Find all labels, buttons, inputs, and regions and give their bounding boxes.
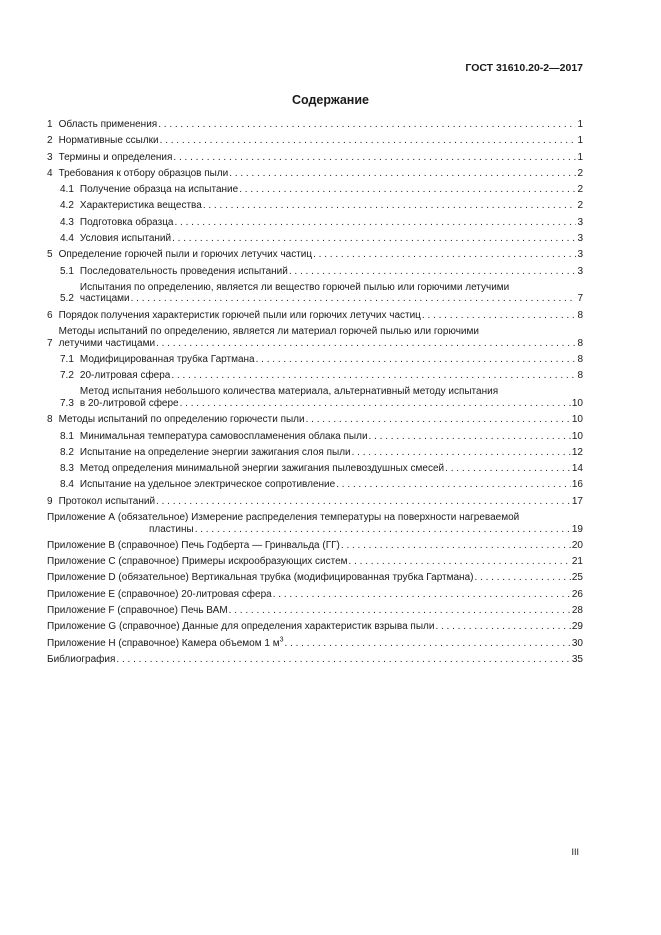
toc-entry-number: 1 <box>47 119 53 130</box>
toc-entry-title-text: Требования к отбору образцов пыли <box>58 167 229 179</box>
toc-entry-title <box>80 266 288 278</box>
toc-entry-page: 2 <box>577 200 583 212</box>
toc-entry[interactable] <box>47 354 583 366</box>
toc-entry-page: 30 <box>571 637 583 649</box>
toc-entry[interactable] <box>47 431 583 443</box>
toc-entry-page: 3 <box>577 216 583 228</box>
toc-entry-title <box>59 168 229 180</box>
dot-leader <box>445 463 571 475</box>
toc-entry-number: 7.1 <box>60 353 74 365</box>
toc-entry-page: 14 <box>571 463 583 475</box>
toc-entry-title-continuation: частицами <box>79 293 130 305</box>
dot-leader <box>180 398 571 410</box>
toc-entry-title-text: Библиография <box>47 653 116 665</box>
toc-entry-title <box>47 589 272 601</box>
toc-entry[interactable] <box>47 266 583 278</box>
toc-entry-title-text: Минимальная температура самовоспламенения облака пыли <box>79 430 368 442</box>
toc-entry-title <box>47 638 284 650</box>
toc-entry[interactable] <box>47 479 583 491</box>
toc-entry-page: 8 <box>577 309 583 321</box>
toc-entry-title-text: Методы испытаний по определению горючести пыли <box>58 414 305 426</box>
dot-leader <box>175 217 577 229</box>
dot-leader <box>369 431 571 443</box>
toc-entry-page: 26 <box>571 588 583 600</box>
dot-leader <box>173 152 576 164</box>
toc-entry-title-text: Приложение Е (справочное) 20-литровая сфера <box>47 588 272 600</box>
toc-entry-title <box>80 184 238 196</box>
toc-entry-number: 4.4 <box>60 233 74 245</box>
dot-leader <box>116 654 570 666</box>
toc-entry[interactable] <box>47 135 583 147</box>
page-title: Содержание <box>291 93 369 107</box>
toc-entry-number: 6 <box>47 309 53 321</box>
toc-entry-number: 8.2 <box>60 446 74 458</box>
toc-entry-page: 19 <box>571 523 583 535</box>
table-of-contents <box>47 119 583 670</box>
toc-entry-number: 7.3 <box>60 397 74 409</box>
toc-entry-title-text: Модифицированная трубка Гартмана <box>79 353 255 365</box>
toc-entry[interactable] <box>47 200 583 212</box>
dot-leader <box>289 266 577 278</box>
toc-entry-title: Приложение А (обязательное) Измерение распределения температуры на поверхности нагреваемой <box>47 512 520 524</box>
toc-entry-title <box>47 605 228 617</box>
dot-leader <box>156 496 571 508</box>
dot-leader <box>239 184 576 196</box>
dot-leader <box>203 200 577 212</box>
toc-entry-page: 17 <box>571 495 583 507</box>
dot-leader <box>306 414 571 426</box>
dot-leader <box>195 524 571 536</box>
toc-entry-number: 4.2 <box>60 200 74 212</box>
toc-entry[interactable] <box>47 512 583 535</box>
toc-entry-title-text: Приложение D (обязательное) Вертикальная трубка (модифицированная трубка Гартмана) <box>47 572 474 584</box>
toc-entry-title <box>80 354 255 366</box>
toc-entry-page: 35 <box>571 653 583 665</box>
toc-entry-title <box>47 556 348 568</box>
toc-entry-page: 29 <box>571 621 583 633</box>
dot-leader <box>229 168 576 180</box>
toc-entry-title-text: Испытание на определение энергии зажигания слоя пыли <box>79 446 351 458</box>
toc-entry-number: 7 <box>47 337 53 349</box>
dot-leader <box>156 338 576 350</box>
toc-entry-title-text: Приложение F (справочное) Печь ВАМ <box>47 605 228 617</box>
dot-leader <box>131 293 577 305</box>
toc-entry-title-text: Приложение В (справочное) Печь Годберта — Гринвальда (ГГ) <box>47 539 340 551</box>
toc-entry-page: 16 <box>571 479 583 491</box>
toc-entry-page: 1 <box>577 135 583 147</box>
toc-entry-page: 25 <box>571 572 583 584</box>
toc-entry-title <box>59 135 159 147</box>
toc-entry-title <box>59 414 305 426</box>
toc-entry-page: 3 <box>577 265 583 277</box>
toc-entry-number: 5.1 <box>60 265 74 277</box>
toc-entry-title-continuation: в 20-литровой сфере <box>79 397 179 409</box>
dot-leader <box>172 233 576 245</box>
toc-entry-page: 2 <box>577 167 583 179</box>
toc-entry[interactable] <box>47 282 583 305</box>
toc-entry-title <box>47 540 340 552</box>
toc-entry-page: 1 <box>577 119 583 130</box>
toc-entry[interactable] <box>47 370 583 382</box>
toc-entry-title-text: Условия испытаний <box>79 233 172 245</box>
toc-entry[interactable] <box>47 540 583 552</box>
toc-entry-title <box>80 479 335 491</box>
dot-leader <box>341 540 571 552</box>
toc-entry[interactable] <box>47 638 583 650</box>
toc-entry-number: 4 <box>47 167 53 179</box>
superscript: 3 <box>279 636 284 644</box>
dot-leader <box>171 370 576 382</box>
toc-entry-title <box>59 496 155 508</box>
toc-entry-number: 4.1 <box>60 184 74 196</box>
dot-leader <box>352 447 571 459</box>
toc-entry-number: 4.3 <box>60 216 74 228</box>
toc-entry-page: 8 <box>577 337 583 349</box>
dot-leader <box>158 119 576 131</box>
toc-entry[interactable] <box>47 605 583 617</box>
page-number: III <box>571 847 579 857</box>
toc-entry-title <box>80 431 368 443</box>
toc-entry-title-text: Приложение Н (справочное) Камера объемом 1 м <box>47 637 280 649</box>
toc-entry[interactable] <box>47 326 583 349</box>
toc-entry[interactable] <box>47 386 583 409</box>
toc-entry-title-text: 20-литровая сфера <box>79 370 171 382</box>
toc-entry-number: 5.2 <box>60 293 74 305</box>
toc-entry[interactable] <box>47 589 583 601</box>
toc-entry-title-continuation: летучими частицами <box>58 337 156 349</box>
toc-entry-title <box>80 370 170 382</box>
toc-entry-title-text: Получение образца на испытание <box>79 184 239 196</box>
toc-entry[interactable] <box>47 168 583 180</box>
toc-entry-title <box>80 463 444 475</box>
toc-entry-title-text: Последовательность проведения испытаний <box>79 265 288 277</box>
toc-entry[interactable] <box>47 496 583 508</box>
toc-entry-title-text: Протокол испытаний <box>58 495 156 507</box>
dot-leader <box>422 310 577 322</box>
toc-entry[interactable] <box>47 184 583 196</box>
toc-entry-title <box>59 119 158 131</box>
toc-entry-page: 1 <box>577 151 583 163</box>
toc-entry-title <box>47 572 473 584</box>
toc-entry-title: Метод испытания небольшого количества материала, альтернативный методу испытания <box>79 386 499 398</box>
toc-entry[interactable] <box>47 217 583 229</box>
toc-entry-title <box>80 447 351 459</box>
toc-entry[interactable] <box>47 310 583 322</box>
toc-entry-page: 8 <box>577 370 583 382</box>
toc-entry-page: 12 <box>571 446 583 458</box>
toc-entry-title-continuation: пластины <box>149 523 194 535</box>
toc-entry-title: Методы испытаний по определению, является ли материал горючей пылью или горючими <box>58 326 479 338</box>
toc-entry-title <box>80 233 171 245</box>
dot-leader <box>435 621 570 633</box>
toc-entry-title <box>47 621 434 633</box>
toc-entry-title <box>80 217 174 229</box>
toc-entry[interactable] <box>47 621 583 633</box>
toc-entry-page: 3 <box>577 233 583 245</box>
toc-entry-number: 7.2 <box>60 370 74 382</box>
toc-entry-number: 2 <box>47 135 53 147</box>
toc-entry-page: 10 <box>571 414 583 426</box>
toc-entry-page: 21 <box>571 556 583 568</box>
toc-entry[interactable] <box>47 572 583 584</box>
toc-entry-title-text: Термины и определения <box>58 151 173 163</box>
toc-entry-title: Испытания по определению, является ли вещество горючей пылью или горючими летучими <box>79 281 510 293</box>
toc-entry-title-text: Порядок получения характеристик горючей пыли или горючих летучих частиц <box>58 309 421 321</box>
toc-entry[interactable] <box>47 119 583 131</box>
toc-entry-number: 8.3 <box>60 463 74 475</box>
toc-entry-title-text: Приложение С (справочное) Примеры искрообразующих систем <box>47 556 348 568</box>
toc-entry-page: 10 <box>571 430 583 442</box>
toc-entry-number: 8 <box>47 414 53 426</box>
toc-entry-page: 2 <box>577 184 583 196</box>
toc-entry-number: 8.4 <box>60 479 74 491</box>
dot-leader <box>285 638 571 650</box>
dot-leader <box>349 556 571 568</box>
toc-entry-number: 9 <box>47 495 53 507</box>
toc-entry-title-text: Приложение G (справочное) Данные для определения характеристик взрыва пыли <box>47 621 435 633</box>
dot-leader <box>229 605 571 617</box>
toc-entry-number: 3 <box>47 151 53 163</box>
toc-entry-page: 28 <box>571 605 583 617</box>
toc-entry-title-text: Область применения <box>58 119 158 130</box>
toc-entry[interactable] <box>47 463 583 475</box>
toc-entry-title-text: Подготовка образца <box>79 216 174 228</box>
toc-entry-title-text: Метод определения минимальной энергии зажигания пылевоздушных смесей <box>79 463 445 475</box>
document-code: ГОСТ 31610.20-2—2017 <box>465 62 583 74</box>
toc-entry-title-text: Определение горючей пыли и горючих летучих частиц <box>58 249 313 261</box>
toc-entry-page: 3 <box>577 249 583 261</box>
toc-entry-number: 5 <box>47 249 53 261</box>
toc-entry[interactable] <box>47 556 583 568</box>
dot-leader <box>474 572 570 584</box>
dot-leader <box>160 135 577 147</box>
toc-entry-title-text: Характеристика вещества <box>79 200 202 212</box>
dot-leader <box>273 589 571 601</box>
toc-entry-page: 10 <box>571 397 583 409</box>
toc-entry-title <box>59 310 421 322</box>
toc-entry-page: 20 <box>571 539 583 551</box>
toc-entry-title-text: Испытание на удельное электрическое сопротивление <box>79 479 336 491</box>
toc-entry[interactable] <box>47 152 583 164</box>
toc-entry-page: 7 <box>577 293 583 305</box>
toc-entry-page: 8 <box>577 353 583 365</box>
toc-entry-title <box>59 152 173 164</box>
toc-entry-title <box>59 249 313 261</box>
toc-entry-title <box>80 200 202 212</box>
dot-leader <box>313 249 576 261</box>
dot-leader <box>336 479 571 491</box>
dot-leader <box>256 354 577 366</box>
toc-entry[interactable] <box>47 654 583 666</box>
toc-entry-title-text: Нормативные ссылки <box>58 135 159 147</box>
toc-entry[interactable] <box>47 249 583 261</box>
toc-entry-title <box>47 654 115 666</box>
toc-entry[interactable] <box>47 233 583 245</box>
toc-entry[interactable] <box>47 447 583 459</box>
toc-entry[interactable] <box>47 414 583 426</box>
toc-entry-number: 8.1 <box>60 430 74 442</box>
